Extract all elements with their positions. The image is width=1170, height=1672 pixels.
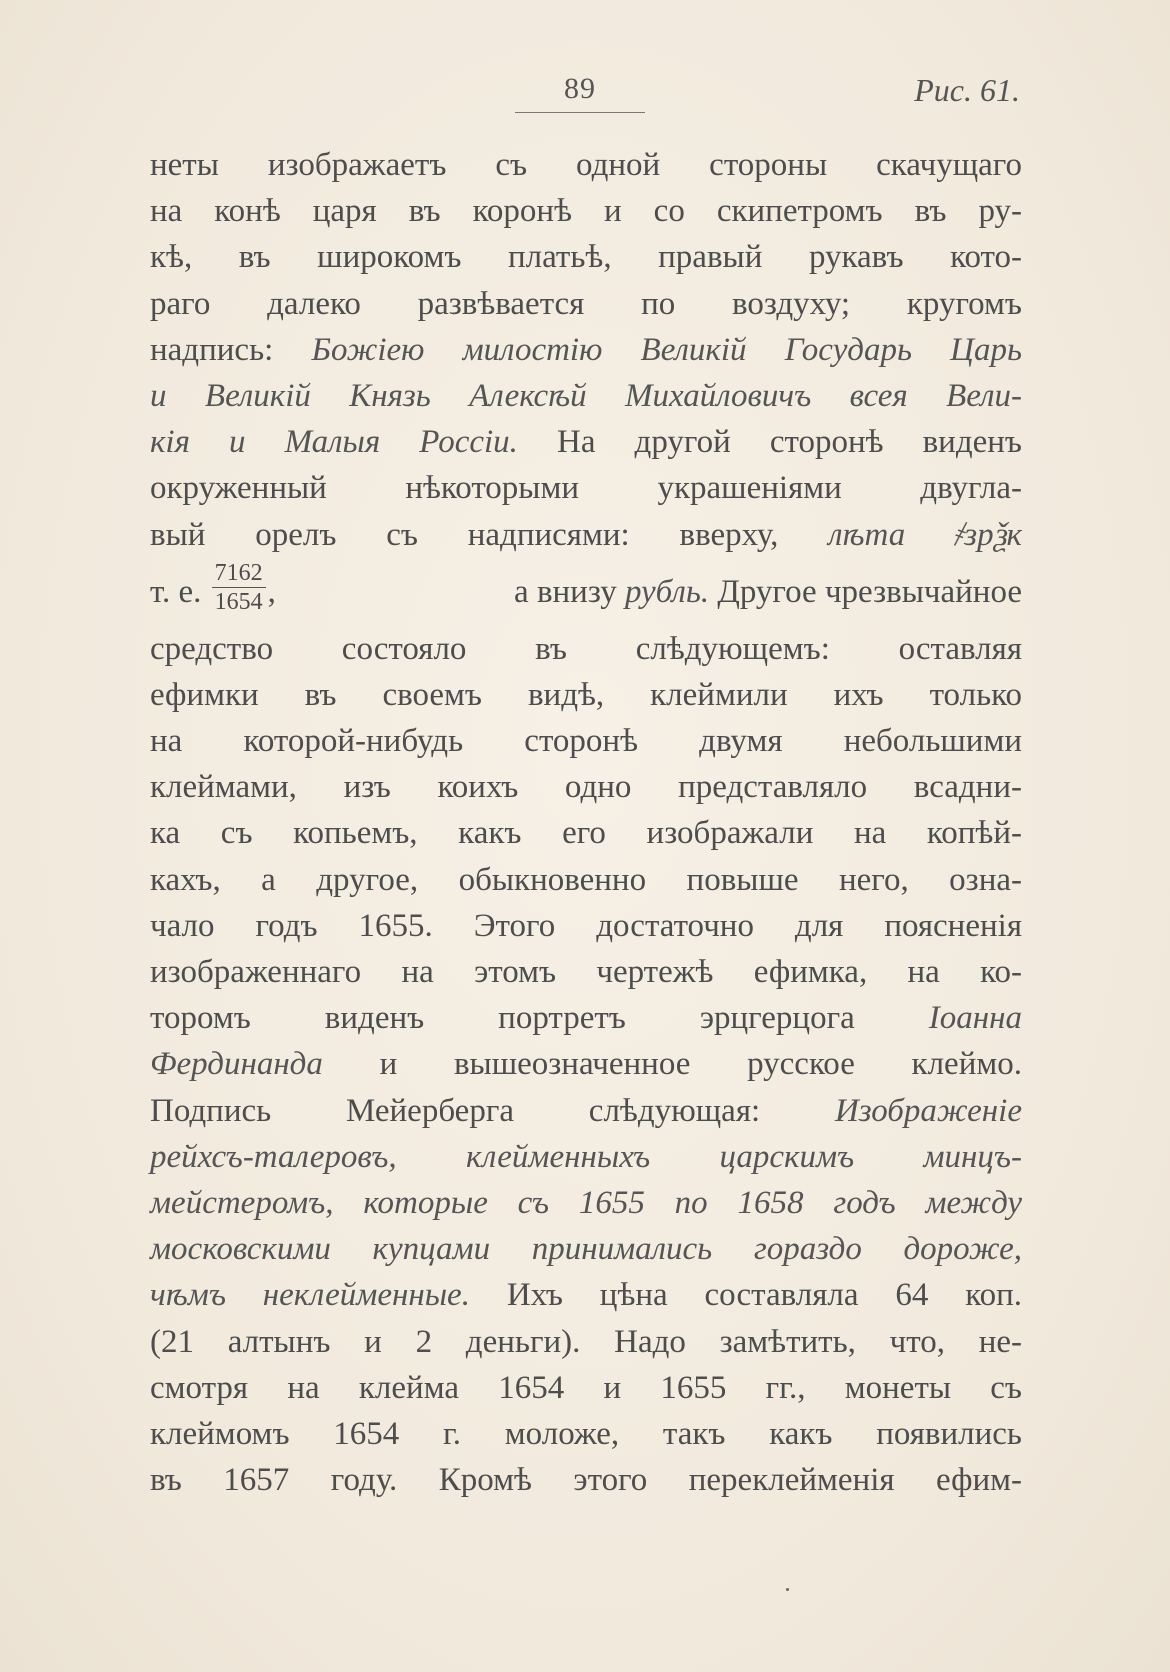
text-segment: Ихъ цѣна составляла 64 коп. (469, 1277, 1022, 1314)
text-segment: ка съ копьемъ, какъ его изображали на копѣй- (150, 815, 1022, 852)
fraction-suffix (506, 558, 1022, 626)
fraction-denominator: 1654 (214, 589, 263, 616)
italic-segment: рейхсъ-талеровъ, клейменныхъ царскимъ минцъ- (150, 1138, 1022, 1175)
text-line-content (150, 1457, 1022, 1503)
text-line (150, 810, 1022, 856)
text-segment: т. е. (150, 573, 210, 610)
text-line (150, 419, 1022, 465)
text-line (150, 1134, 1022, 1180)
text-segment: на конѣ царя въ коронѣ и со скипетромъ въ ру- (150, 193, 1022, 230)
italic-segment: мейстеромъ, которые съ 1655 по 1658 годъ между (150, 1184, 1022, 1221)
text-segment: надпись: (150, 331, 312, 368)
text-line (150, 857, 1022, 903)
text-line (150, 1319, 1022, 1365)
text-line-content (150, 764, 1022, 810)
text-segment: (21 алтынъ и 2 деньги). Надо замѣтить, что, не- (150, 1323, 1022, 1360)
italic-segment: московскими купцами принимались гораздо дороже, (150, 1231, 1022, 1268)
italic-segment: кія и Малыя Россіи. (150, 424, 518, 461)
text-line (150, 995, 1022, 1041)
italic-segment: чѣмъ неклейменные. (150, 1277, 470, 1314)
text-line-content (150, 1041, 1022, 1087)
italic-segment: ҂зрѯк (905, 516, 1022, 553)
text-segment: въ 1657 году. Кромѣ этого переклейменія ефим- (150, 1462, 1022, 1499)
fraction-prefix (150, 558, 276, 626)
text-line-content (150, 995, 1022, 1041)
text-line (150, 1411, 1022, 1457)
text-line-content (150, 465, 1022, 511)
text-segment: средство состояло въ слѣдующемъ: оставляя (150, 630, 1022, 667)
text-line-content (150, 672, 1022, 718)
text-line-content (150, 188, 1022, 234)
text-segment: торомъ виденъ портретъ эрцгерцога (150, 1000, 929, 1037)
text-segment: клеймами, изъ коихъ одно представляло всадни- (150, 769, 1022, 806)
text-segment: на которой-нибудь сторонѣ двумя небольшими (150, 723, 1022, 760)
body-text (150, 142, 1022, 1503)
text-line-content (150, 1134, 1022, 1180)
text-line-content (150, 327, 1022, 373)
text-segment: , (267, 573, 276, 610)
text-segment: и вышеозначенное русское клеймо. (322, 1046, 1022, 1083)
text-line (150, 142, 1022, 188)
text-segment: неты изображаетъ съ одной стороны скачущаго (150, 147, 1022, 183)
text-line-content (150, 1226, 1022, 1272)
italic-segment: лѣта (828, 516, 906, 553)
italic-segment: Іоанна (928, 1000, 1022, 1037)
date-fraction (212, 561, 266, 614)
text-line (150, 1457, 1022, 1503)
text-line (150, 512, 1022, 558)
figure-reference: Рис. 61. (914, 72, 1020, 108)
text-line (150, 1180, 1022, 1226)
italic-segment: и Великій Князь Алексѣй Михайловичъ всея Вели- (150, 377, 1022, 414)
text-line-content (150, 1319, 1022, 1365)
text-line (150, 465, 1022, 511)
text-segment: чало годъ 1655. Этого достаточно для поясненія (150, 907, 1022, 944)
paper-speck (786, 1588, 789, 1591)
page-header (0, 72, 1170, 122)
text-segment: смотря на клейма 1654 и 1655 гг., монеты съ (150, 1369, 1022, 1406)
text-line (150, 1272, 1022, 1318)
text-line (150, 718, 1022, 764)
text-line (150, 1088, 1022, 1134)
text-line (150, 1365, 1022, 1411)
text-line-content (150, 1365, 1022, 1411)
italic-segment: Изображеніе (834, 1092, 1022, 1129)
text-line-content (150, 903, 1022, 949)
page-number: 89 (564, 72, 596, 105)
text-line (150, 764, 1022, 810)
text-segment: раго далеко развѣвается по воздуху; кругомъ (150, 285, 1022, 322)
text-line-content (150, 1088, 1022, 1134)
italic-segment: Фердинанда (150, 1046, 323, 1083)
text-segment: а внизу (505, 573, 625, 610)
text-line (150, 626, 1022, 672)
italic-segment: рубль. (624, 573, 710, 610)
text-segment: окруженный нѣкоторыми украшеніями двугла- (150, 470, 1022, 507)
text-segment: Подпись Мейерберга слѣдующая: (150, 1092, 835, 1129)
text-segment: вый орелъ съ надписями: вверху, (150, 516, 829, 553)
fraction-numerator: 7162 (212, 561, 266, 588)
text-line-content (150, 810, 1022, 856)
text-line-content (150, 512, 1022, 558)
text-line-content (150, 949, 1022, 995)
text-line-content (150, 373, 1022, 419)
text-line-content (150, 626, 1022, 672)
text-line-content (150, 1180, 1022, 1226)
text-line (150, 672, 1022, 718)
text-segment: ефимки въ своемъ видѣ, клеймили ихъ только (150, 676, 1022, 713)
text-line (150, 1041, 1022, 1087)
text-line (150, 1226, 1022, 1272)
text-line-content (150, 419, 1022, 465)
text-line (150, 903, 1022, 949)
text-line (150, 234, 1022, 280)
text-line (150, 281, 1022, 327)
text-line (150, 188, 1022, 234)
text-segment: клеймомъ 1654 г. моложе, такъ какъ появились (150, 1415, 1022, 1452)
text-line-content (150, 1411, 1022, 1457)
page-number-rule (515, 112, 645, 113)
text-line (150, 558, 1022, 626)
text-line-content (150, 857, 1022, 903)
text-line (150, 373, 1022, 419)
text-segment: На другой сторонѣ виденъ (517, 424, 1022, 461)
italic-segment: Божіею милостію Великій Государь Царь (311, 331, 1022, 368)
text-segment: кѣ, въ широкомъ платьѣ, правый рукавъ кото- (150, 239, 1022, 276)
text-line-content (150, 142, 1022, 188)
text-line-content (150, 718, 1022, 764)
text-line (150, 949, 1022, 995)
text-line-content (150, 281, 1022, 327)
text-line (150, 327, 1022, 373)
fraction-line-content (150, 558, 1022, 626)
text-segment: кахъ, а другое, обыкновенно повыше него, озна- (150, 861, 1022, 898)
text-segment: Другое чрезвычайное (709, 573, 1022, 610)
text-line-content (150, 234, 1022, 280)
text-segment: изображеннаго на этомъ чертежѣ ефимка, на ко- (150, 954, 1022, 990)
text-line-content (150, 1272, 1022, 1318)
